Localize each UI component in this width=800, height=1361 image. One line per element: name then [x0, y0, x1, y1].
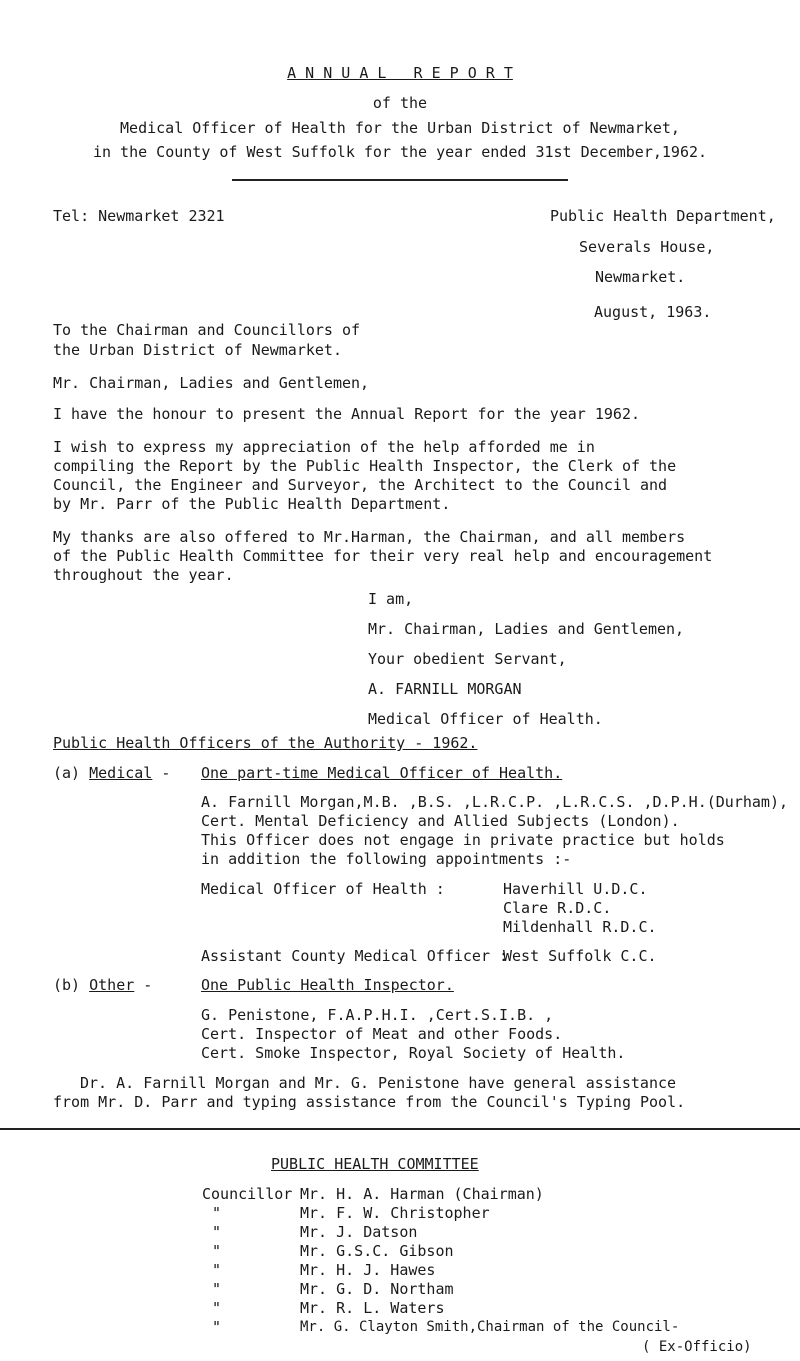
- signatory-role: Medical Officer of Health.: [368, 710, 603, 728]
- officers-a-line-4: in addition the following appointments :-: [201, 850, 572, 868]
- paragraph-1: I have the honour to present the Annual Report for the year 1962.: [53, 405, 640, 423]
- moh-appointment-3: Mildenhall R.D.C.: [503, 918, 657, 936]
- acmo-label: Assistant County Medical Officer :: [201, 947, 509, 965]
- closing-servant: Your obedient Servant,: [368, 650, 567, 668]
- greeting: Mr. Chairman, Ladies and Gentlemen,: [53, 374, 370, 392]
- officers-a-line-3: This Officer does not engage in private practice but holds: [201, 831, 725, 849]
- committee-heading: PUBLIC HEALTH COMMITTEE: [271, 1155, 479, 1173]
- signatory-name: A. FARNILL MORGAN: [368, 680, 522, 698]
- committee-member-ditto: ": [212, 1223, 222, 1241]
- telephone: Tel: Newmarket 2321: [53, 207, 225, 225]
- moh-appointment-2: Clare R.D.C.: [503, 899, 612, 917]
- officers-a-line-2: Cert. Mental Deficiency and Allied Subjects (London).: [201, 812, 680, 830]
- paragraph-2-line-3: Council, the Engineer and Surveyor, the Architect to the Council and: [53, 476, 668, 494]
- officers-b-line-1: G. Penistone, F.A.P.H.I. ,Cert.S.I.B. ,: [201, 1006, 554, 1024]
- officers-a-title: One part-time Medical Officer of Health.: [201, 764, 563, 782]
- report-title-line-1: Medical Officer of Health for the Urban District of Newmarket,: [120, 119, 680, 137]
- officers-heading: Public Health Officers of the Authority - 1962.: [53, 734, 478, 752]
- committee-member-ditto: ": [212, 1280, 222, 1298]
- paragraph-3-line-3: throughout the year.: [53, 566, 234, 584]
- officers-b-line-2: Cert. Inspector of Meat and other Foods.: [201, 1025, 563, 1043]
- department: Public Health Department,: [550, 207, 776, 225]
- town: Newmarket.: [595, 268, 686, 286]
- section-divider: [0, 1128, 800, 1130]
- officers-a-line-1: A. Farnill Morgan,M.B. ,B.S. ,L.R.C.P. ,L.R.C.S. ,D.P.H.(Durham),: [201, 793, 788, 811]
- paragraph-2-line-2: compiling the Report by the Public Health Inspector, the Clerk of the: [53, 457, 677, 475]
- committee-member-name: Mr. H. J. Hawes: [300, 1261, 436, 1279]
- letter-date: August, 1963.: [594, 303, 712, 321]
- officers-a-label: (a) Medical -: [53, 764, 171, 782]
- committee-member-name: Mr. H. A. Harman (Chairman): [300, 1185, 544, 1203]
- building: Severals House,: [579, 238, 715, 256]
- closing-greeting: Mr. Chairman, Ladies and Gentlemen,: [368, 620, 685, 638]
- assistance-line-1: Dr. A. Farnill Morgan and Mr. G. Penistone have general assistance: [80, 1074, 677, 1092]
- paragraph-3-line-1: My thanks are also offered to Mr.Harman, the Chairman, and all members: [53, 528, 686, 546]
- committee-member-name: Mr. J. Datson: [300, 1223, 418, 1241]
- assistance-line-2: from Mr. D. Parr and typing assistance from the Council's Typing Pool.: [53, 1093, 686, 1111]
- officers-b-line-3: Cert. Smoke Inspector, Royal Society of Health.: [201, 1044, 626, 1062]
- addressee-line-2: the Urban District of Newmarket.: [53, 341, 342, 359]
- committee-member-ditto: ": [212, 1242, 222, 1260]
- report-title: A N N U A L R E P O R T: [287, 64, 513, 82]
- committee-member-ditto: ": [212, 1204, 222, 1222]
- moh-appointment-1: Haverhill U.D.C.: [503, 880, 648, 898]
- committee-member-name: Mr. G. D. Northam: [300, 1280, 454, 1298]
- report-title-line-2: in the County of West Suffolk for the year ended 31st December,1962.: [92, 143, 708, 161]
- committee-member-ditto: ": [212, 1299, 222, 1317]
- officers-b-label: (b) Other -: [53, 976, 153, 994]
- paragraph-3-line-2: of the Public Health Committee for their very real help and encouragement: [53, 547, 713, 565]
- moh-label: Medical Officer of Health :: [201, 880, 445, 898]
- committee-member-ditto: ": [212, 1261, 222, 1279]
- acmo-appointment-1: West Suffolk C.C.: [503, 947, 657, 965]
- officers-b-title: One Public Health Inspector.: [201, 976, 454, 994]
- closing-i-am: I am,: [368, 590, 414, 608]
- committee-member-name: Mr. G. Clayton Smith,Chairman of the Council-: [300, 1319, 680, 1335]
- committee-member-ditto: ": [212, 1318, 222, 1336]
- committee-member-name: Mr. G.S.C. Gibson: [300, 1242, 454, 1260]
- ex-officio-note: ( Ex-Officio): [642, 1339, 752, 1355]
- committee-member: Councillor: [202, 1185, 293, 1203]
- paragraph-2-line-4: by Mr. Parr of the Public Health Department.: [53, 495, 451, 513]
- report-title-of: of the: [372, 94, 428, 112]
- paragraph-2-line-1: I wish to express my appreciation of the help afforded me in: [53, 438, 595, 456]
- committee-member-name: Mr. R. L. Waters: [300, 1299, 445, 1317]
- header-divider: [232, 179, 568, 181]
- committee-member-name: Mr. F. W. Christopher: [300, 1204, 490, 1222]
- addressee-line-1: To the Chairman and Councillors of: [53, 321, 361, 339]
